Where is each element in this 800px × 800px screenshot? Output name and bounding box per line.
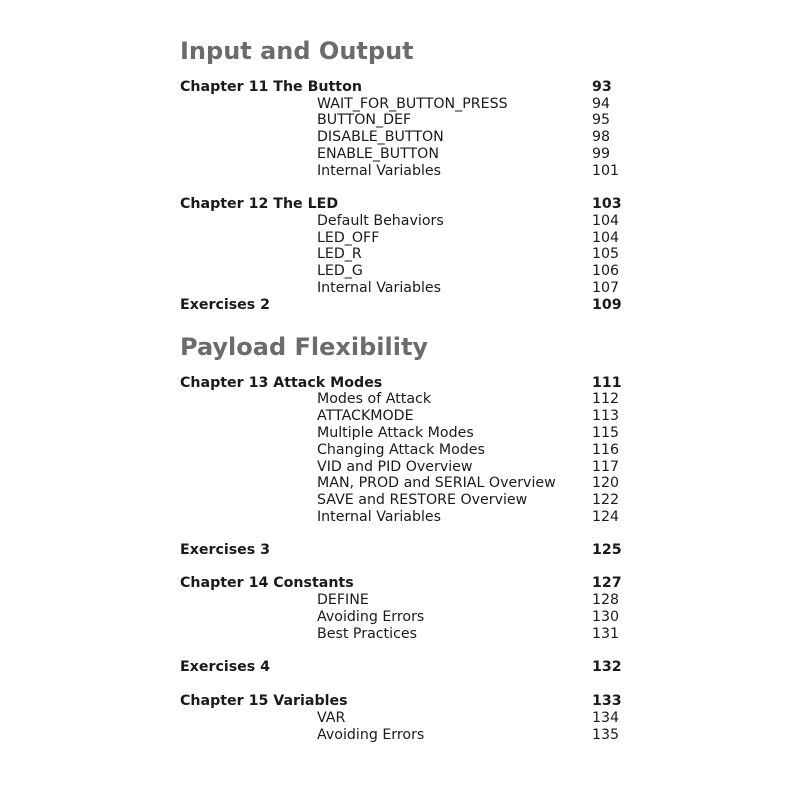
toc-page-number: 98 <box>592 129 611 145</box>
toc-page-number: 130 <box>592 609 620 625</box>
toc-page-number: 120 <box>592 475 620 491</box>
toc-page-number: 104 <box>592 230 620 246</box>
toc-entry-label: Internal Variables <box>317 280 442 296</box>
toc-subentry-row <box>0 475 800 492</box>
toc-entry-label: SAVE and RESTORE Overview <box>317 492 528 508</box>
toc-subentry-row <box>0 626 800 643</box>
toc-subentry-row <box>0 408 800 425</box>
toc-page-number: 94 <box>592 96 611 112</box>
toc-entry-label: Default Behaviors <box>317 213 444 229</box>
toc-entry-label: Internal Variables <box>317 163 442 179</box>
toc-entry-label: LED_G <box>317 263 363 279</box>
toc-subentry-row <box>0 459 800 476</box>
toc-page-number: 112 <box>592 391 620 407</box>
toc-page-number: 131 <box>592 626 620 642</box>
toc-entry-label: Chapter 12 The LED <box>180 196 339 212</box>
toc-entry-label: DISABLE_BUTTON <box>317 129 444 145</box>
toc-entry-label: Modes of Attack <box>317 391 432 407</box>
toc-page-number: 105 <box>592 246 620 262</box>
toc-page-number: 99 <box>592 146 611 162</box>
toc-page-number: 104 <box>592 213 620 229</box>
toc-page-number: 124 <box>592 509 620 525</box>
toc-subentry-row <box>0 263 800 280</box>
toc-entry-label: WAIT_FOR_BUTTON_PRESS <box>317 96 508 112</box>
toc-chapter-row <box>0 575 800 592</box>
toc-entry-label: VID and PID Overview <box>317 459 473 475</box>
toc-page-number: 103 <box>592 196 622 212</box>
toc-page-number: 134 <box>592 710 620 726</box>
toc-entry-label: Chapter 13 Attack Modes <box>180 375 383 391</box>
toc-page-number: 117 <box>592 459 620 475</box>
toc-page-number: 93 <box>592 79 612 95</box>
toc-page-number: 109 <box>592 297 622 313</box>
toc-subentry-row <box>0 442 800 459</box>
toc-page-number: 113 <box>592 408 620 424</box>
toc-subentry-row <box>0 609 800 626</box>
toc-entry-label: BUTTON_DEF <box>317 112 412 128</box>
toc-page-number: 101 <box>592 163 620 179</box>
toc-entry-label: Internal Variables <box>317 509 442 525</box>
toc-exercise-row <box>0 297 800 314</box>
toc-page-number: 128 <box>592 592 620 608</box>
toc-page-number: 127 <box>592 575 622 591</box>
toc-page-number: 122 <box>592 492 620 508</box>
toc-subentry-row <box>0 230 800 247</box>
section-title: Input and Output <box>180 37 414 65</box>
toc-page-number: 111 <box>592 375 622 391</box>
toc-page-number: 133 <box>592 693 622 709</box>
toc-subentry-row <box>0 163 800 180</box>
toc-entry-label: VAR <box>317 710 346 726</box>
toc-entry-label: Exercises 4 <box>180 659 271 675</box>
toc-subentry-row <box>0 129 800 146</box>
section-title: Payload Flexibility <box>180 333 429 361</box>
toc-entry-label: Best Practices <box>317 626 417 642</box>
toc-entry-label: Exercises 3 <box>180 542 271 558</box>
toc-entry-label: ATTACKMODE <box>317 408 414 424</box>
toc-page-number: 115 <box>592 425 620 441</box>
toc-chapter-row <box>0 79 800 96</box>
toc-exercise-row <box>0 542 800 559</box>
toc-entry-label: Chapter 14 Constants <box>180 575 354 591</box>
toc-subentry-row <box>0 727 800 744</box>
toc-entry-label: Chapter 11 The Button <box>180 79 362 95</box>
toc-subentry-row <box>0 509 800 526</box>
toc-subentry-row <box>0 112 800 129</box>
toc-page-number: 116 <box>592 442 620 458</box>
toc-page-number: 125 <box>592 542 622 558</box>
toc-entry-label: Chapter 15 Variables <box>180 693 348 709</box>
toc-subentry-row <box>0 492 800 509</box>
toc-page-number: 107 <box>592 280 620 296</box>
toc-subentry-row <box>0 592 800 609</box>
toc-entry-label: Avoiding Errors <box>317 727 425 743</box>
toc-subentry-row <box>0 213 800 230</box>
toc-entry-label: ENABLE_BUTTON <box>317 146 439 162</box>
toc-chapter-row <box>0 196 800 213</box>
toc-entry-label: Multiple Attack Modes <box>317 425 474 441</box>
toc-page-number: 132 <box>592 659 622 675</box>
toc-subentry-row <box>0 280 800 297</box>
toc-entry-label: MAN, PROD and SERIAL Overview <box>317 475 556 491</box>
toc-entry-label: LED_R <box>317 246 362 262</box>
toc-page-number: 135 <box>592 727 620 743</box>
toc-subentry-row <box>0 146 800 163</box>
toc-entry-label: LED_OFF <box>317 230 380 246</box>
toc-entry-label: Changing Attack Modes <box>317 442 485 458</box>
toc-subentry-row <box>0 391 800 408</box>
toc-entry-label: DEFINE <box>317 592 369 608</box>
toc-subentry-row <box>0 246 800 263</box>
toc-page-number: 106 <box>592 263 620 279</box>
toc-subentry-row <box>0 96 800 113</box>
toc-entry-label: Avoiding Errors <box>317 609 425 625</box>
toc-exercise-row <box>0 659 800 676</box>
toc-subentry-row <box>0 710 800 727</box>
toc-chapter-row <box>0 693 800 710</box>
toc-page-number: 95 <box>592 112 611 128</box>
toc-subentry-row <box>0 425 800 442</box>
toc-entry-label: Exercises 2 <box>180 297 271 313</box>
toc-chapter-row <box>0 375 800 392</box>
